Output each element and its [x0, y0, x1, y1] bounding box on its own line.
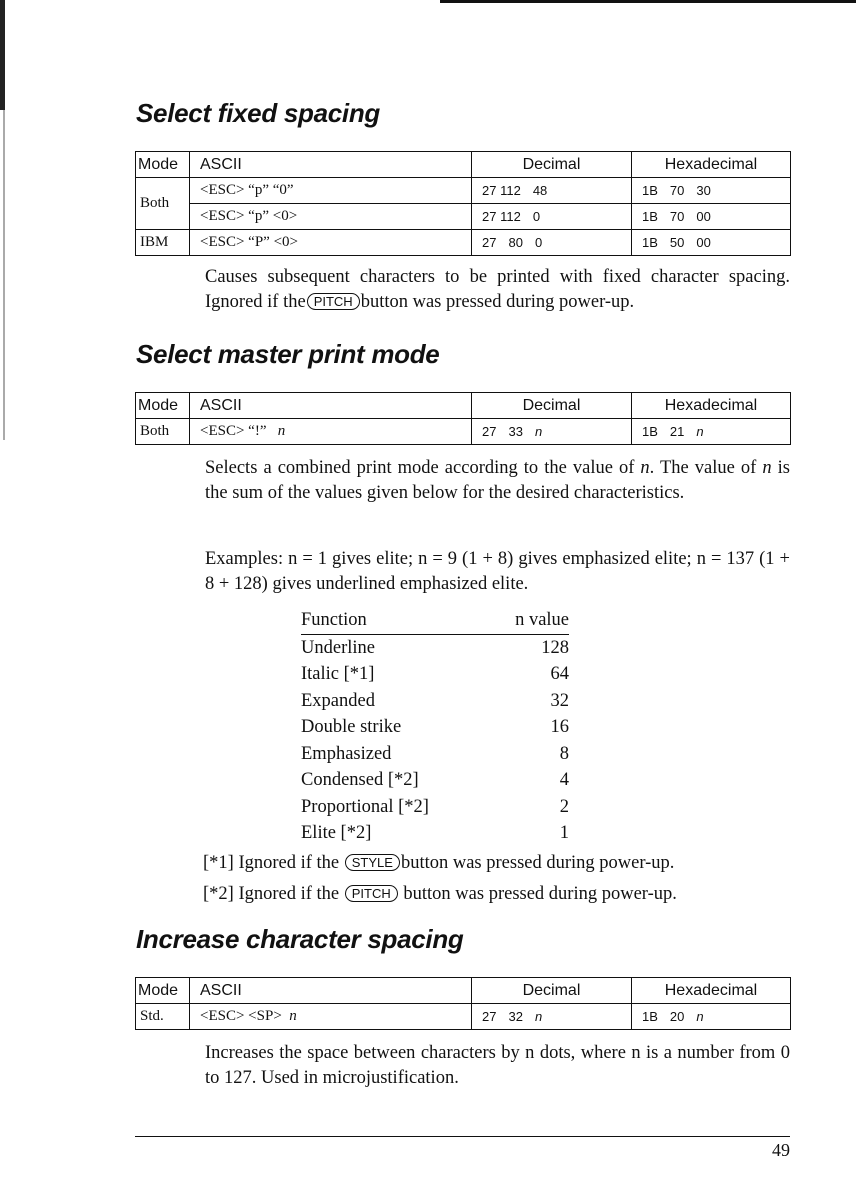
decimal-byte: 33: [508, 424, 523, 439]
table-row: [301, 688, 569, 715]
pitch-button-label: PITCH: [307, 293, 360, 310]
function-value: 32: [550, 690, 569, 711]
ascii-cell: <ESC> “p” “0”: [190, 178, 472, 204]
top-rule: [440, 0, 856, 3]
description-text: Selects a combined print mode according to the value of: [205, 458, 635, 478]
table-header-row: [136, 978, 791, 1004]
header-mode: Mode: [136, 393, 190, 419]
function-name: Double strike: [301, 717, 402, 737]
ascii-text: <ESC> “!”: [200, 423, 267, 439]
decimal-byte: 27: [482, 209, 497, 224]
decimal-cell: [472, 1004, 632, 1030]
function-value: 16: [550, 717, 569, 737]
decimal-byte: 48: [532, 183, 548, 198]
header-function: Function: [301, 610, 367, 630]
hex-byte: 1B: [642, 424, 658, 439]
decimal-byte: 27: [482, 235, 497, 250]
function-name: Elite [*2]: [301, 823, 372, 843]
hex-cell: [632, 204, 791, 230]
function-value: 8: [559, 743, 569, 764]
header-hex: Hexadecimal: [632, 393, 791, 419]
decimal-cell: [472, 178, 632, 204]
table-row: [301, 794, 569, 821]
header-ascii: ASCII: [190, 393, 472, 419]
header-mode: Mode: [136, 978, 190, 1004]
hex-cell: [632, 230, 791, 256]
header-ascii: ASCII: [190, 978, 472, 1004]
hex-byte: 70: [669, 183, 685, 198]
table-row: [301, 661, 569, 688]
header-ascii: ASCII: [190, 152, 472, 178]
mode-cell: Both: [136, 419, 190, 445]
decimal-byte: 0: [534, 235, 543, 250]
ascii-cell: [190, 419, 472, 445]
ascii-cell: <ESC> “P” <0>: [190, 230, 472, 256]
header-decimal: Decimal: [472, 393, 632, 419]
function-table-header: [301, 607, 569, 635]
decimal-byte: 112: [500, 209, 521, 224]
table-row: [301, 635, 569, 662]
function-name: Condensed [*2]: [301, 770, 419, 790]
decimal-variable: n: [534, 424, 543, 439]
footnote-text: [*1] Ignored if the: [203, 853, 340, 873]
section-title-increase-character-spacing: Increase character spacing: [136, 924, 464, 954]
table-header-row: [136, 152, 791, 178]
hex-byte: 00: [696, 235, 711, 250]
function-name: Expanded: [301, 690, 375, 711]
section-title-master-print-mode: Select master print mode: [136, 339, 440, 369]
description-text: Causes subsequent characters to be printed with fixed character spacing. Ignored if the: [205, 267, 790, 312]
pitch-button-label: PITCH: [345, 885, 398, 902]
table-row: [136, 204, 791, 230]
hex-cell: [632, 178, 791, 204]
footnote-text: button was pressed during power-up.: [400, 853, 675, 873]
binding-edge-shadow: [3, 110, 5, 440]
function-value: 2: [559, 796, 569, 817]
hex-byte: 00: [696, 209, 711, 224]
section-title-fixed-spacing: Select fixed spacing: [136, 98, 380, 128]
mode-cell: Std.: [136, 1004, 190, 1030]
header-decimal: Decimal: [472, 152, 632, 178]
hex-cell: [632, 419, 791, 445]
variable-n: n: [762, 458, 772, 478]
function-name: Proportional [*2]: [301, 796, 429, 817]
decimal-variable: n: [534, 1009, 543, 1024]
description-text: . The value of: [649, 458, 757, 478]
command-table-master-print-mode: [135, 392, 791, 445]
table-row: [136, 1004, 791, 1030]
decimal-cell: [472, 419, 632, 445]
decimal-byte: 27: [482, 183, 497, 198]
table-row: [136, 230, 791, 256]
footnote-style: [203, 851, 788, 876]
description-increase-spacing: Increases the space between characters by n dots, where n is a number from 0 to 127. Used in microjustification.: [205, 1043, 790, 1088]
function-name: Italic [*1]: [301, 664, 375, 684]
header-decimal: Decimal: [472, 978, 632, 1004]
footer-rule: [135, 1136, 790, 1137]
decimal-cell: [472, 204, 632, 230]
hex-byte: 70: [669, 209, 685, 224]
hex-byte: 1B: [642, 209, 658, 224]
examples-text: Examples: n = 1 gives elite; n = 9 (1 + 8) gives emphasized elite; n = 137 (1 + 8 + 128) gives underlined emphasized elite.: [205, 549, 790, 594]
style-button-label: STYLE: [345, 854, 400, 871]
table-row: [301, 767, 569, 794]
function-name: Emphasized: [301, 743, 392, 764]
table-header-row: [136, 393, 791, 419]
function-value: 128: [541, 637, 569, 658]
function-value: 1: [559, 823, 569, 843]
command-table-increase-spacing: [135, 977, 791, 1030]
description-text: button was pressed during power-up.: [360, 292, 635, 312]
decimal-byte: 32: [508, 1009, 523, 1024]
hex-byte: 20: [669, 1009, 685, 1024]
function-value-table: [301, 607, 569, 847]
decimal-byte: 80: [508, 235, 523, 250]
table-row: [301, 714, 569, 741]
table-row: [301, 741, 569, 768]
footnote-text: button was pressed during power-up.: [403, 884, 677, 904]
hex-byte: 1B: [642, 183, 658, 198]
mode-cell: IBM: [136, 230, 190, 256]
ascii-cell: [190, 1004, 472, 1030]
footnote-pitch: [203, 882, 788, 907]
ascii-text: <ESC> <SP>: [200, 1008, 282, 1024]
decimal-byte: 112: [500, 183, 521, 198]
decimal-byte: 0: [532, 209, 541, 224]
function-value: 64: [550, 664, 569, 684]
table-row: [301, 820, 569, 847]
hex-byte: 1B: [642, 1009, 658, 1024]
mode-cell: Both: [136, 178, 190, 230]
hex-byte: 30: [696, 183, 711, 198]
variable-n: n: [640, 458, 650, 478]
header-mode: Mode: [136, 152, 190, 178]
hex-variable: n: [696, 424, 704, 439]
ascii-variable: n: [277, 423, 286, 439]
header-hex: Hexadecimal: [632, 152, 791, 178]
description-master-print-mode: [205, 456, 790, 506]
decimal-byte: 27: [482, 424, 497, 439]
ascii-variable: n: [289, 1008, 297, 1024]
header-hex: Hexadecimal: [632, 978, 791, 1004]
decimal-cell: [472, 230, 632, 256]
ascii-cell: <ESC> “p” <0>: [190, 204, 472, 230]
command-table-fixed-spacing: [135, 151, 791, 256]
decimal-byte: 27: [482, 1009, 497, 1024]
table-row: [136, 178, 791, 204]
function-name: Underline: [301, 637, 375, 658]
description-text: is the sum of the values given below for the desired characteristics.: [205, 458, 791, 503]
header-n-value: n value: [515, 610, 569, 630]
hex-byte: 1B: [642, 235, 658, 250]
hex-byte: 21: [669, 424, 685, 439]
function-value: 4: [559, 770, 569, 790]
footnote-text: [*2] Ignored if the: [203, 884, 340, 904]
hex-byte: 50: [669, 235, 685, 250]
description-fixed-spacing: [205, 265, 790, 315]
page-number: 49: [772, 1140, 790, 1160]
hex-variable: n: [696, 1009, 704, 1024]
hex-cell: [632, 1004, 791, 1030]
table-row: [136, 419, 791, 445]
binding-edge: [0, 0, 5, 110]
